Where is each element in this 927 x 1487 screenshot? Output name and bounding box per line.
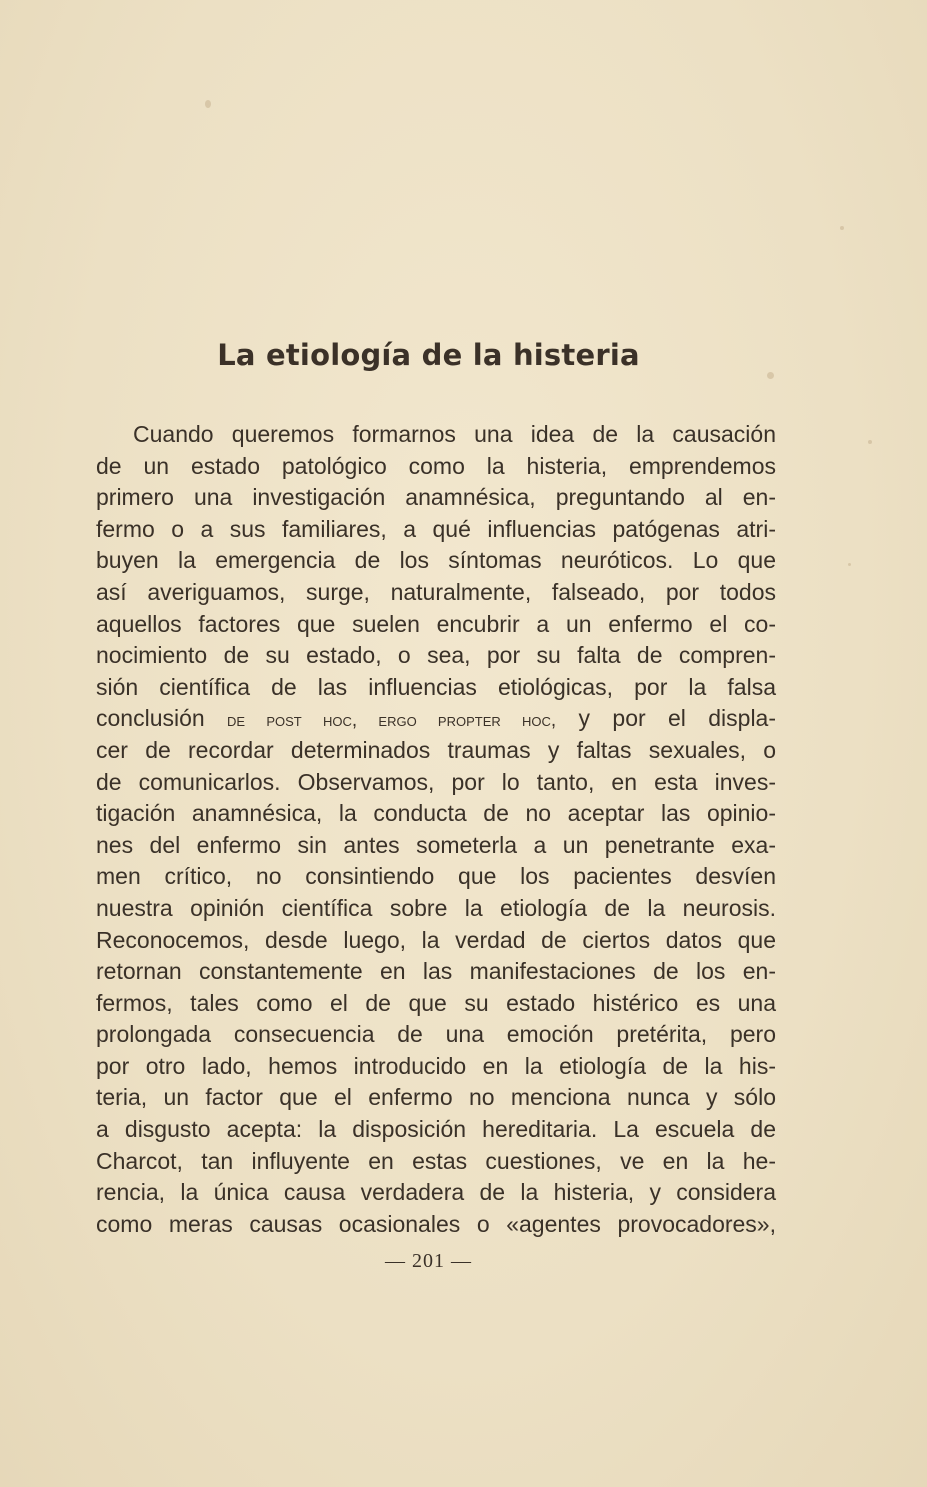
text-line: por otro lado, hemos introducido en la etiología de la his- [96,1052,776,1079]
text-line: nuestra opinión científica sobre la etiología de la neurosis. [96,894,776,921]
paper-speck [848,563,851,566]
text-line: fermos, tales como el de que su estado histérico es una [96,989,776,1016]
text-line: sión científica de las influencias etiológicas, por la falsa [96,673,776,700]
page-number: — 201 — [385,1250,472,1272]
paper-speck [868,440,872,444]
text-line: rencia, la única causa verdadera de la histeria, y considera [96,1179,776,1206]
text-line: Cuando queremos formarnos una idea de la causación [133,421,776,447]
text-after-smallcaps: y por el displa- [578,705,777,732]
text-line: cer de recordar determinados traumas y faltas sexuales, o [96,736,776,763]
text-line: tigación anamnésica, la conducta de no aceptar las opinio- [96,800,776,827]
paper-speck [767,372,774,379]
text-line: nocimiento de su estado, o sea, por su falta de compren- [96,642,776,669]
text-line: men crítico, no consintiendo que los pacientes desvíen [96,863,776,890]
latin-phrase-smallcaps: de post hoc, ergo propter hoc, [227,710,557,732]
text-line: Charcot, tan influyente en estas cuestiones, ve en la he- [96,1147,776,1174]
text-line: Reconocemos, desde luego, la verdad de ciertos datos que [96,926,776,953]
text-line: así averiguamos, surge, naturalmente, falseado, por todos [96,578,776,605]
text-line: fermo o a sus familiares, a qué influencias patógenas atri- [96,515,776,542]
text-line-smallcaps [96,703,776,735]
text-line: retornan constantemente en las manifestaciones de los en- [96,958,776,985]
text-line: como meras causas ocasionales o «agentes provocadores», [96,1210,776,1237]
paper-speck [840,226,844,230]
text-line: buyen la emergencia de los síntomas neuróticos. Lo que [96,547,776,574]
text-line: de comunicarlos. Observamos, por lo tanto, en esta inves- [96,768,776,795]
text-line: primero una investigación anamnésica, preguntando al en- [96,484,776,511]
text-line: de un estado patológico como la histeria, emprendemos [96,452,776,479]
text-line: teria, un factor que el enfermo no menciona nunca y sólo [96,1084,776,1111]
chapter-title: La etiología de la histeria [217,338,640,372]
text-before-smallcaps: conclusión [96,705,205,732]
text-line: nes del enfermo sin antes someterla a un penetrante exa- [96,831,776,858]
text-line: a disgusto acepta: la disposición hereditaria. La escuela de [96,1116,776,1143]
text-line: aquellos factores que suelen encubrir a un enfermo el co- [96,610,776,637]
text-line: prolongada consecuencia de una emoción pretérita, pero [96,1021,776,1048]
body-paragraph [96,419,776,1240]
paper-speck [205,100,211,108]
